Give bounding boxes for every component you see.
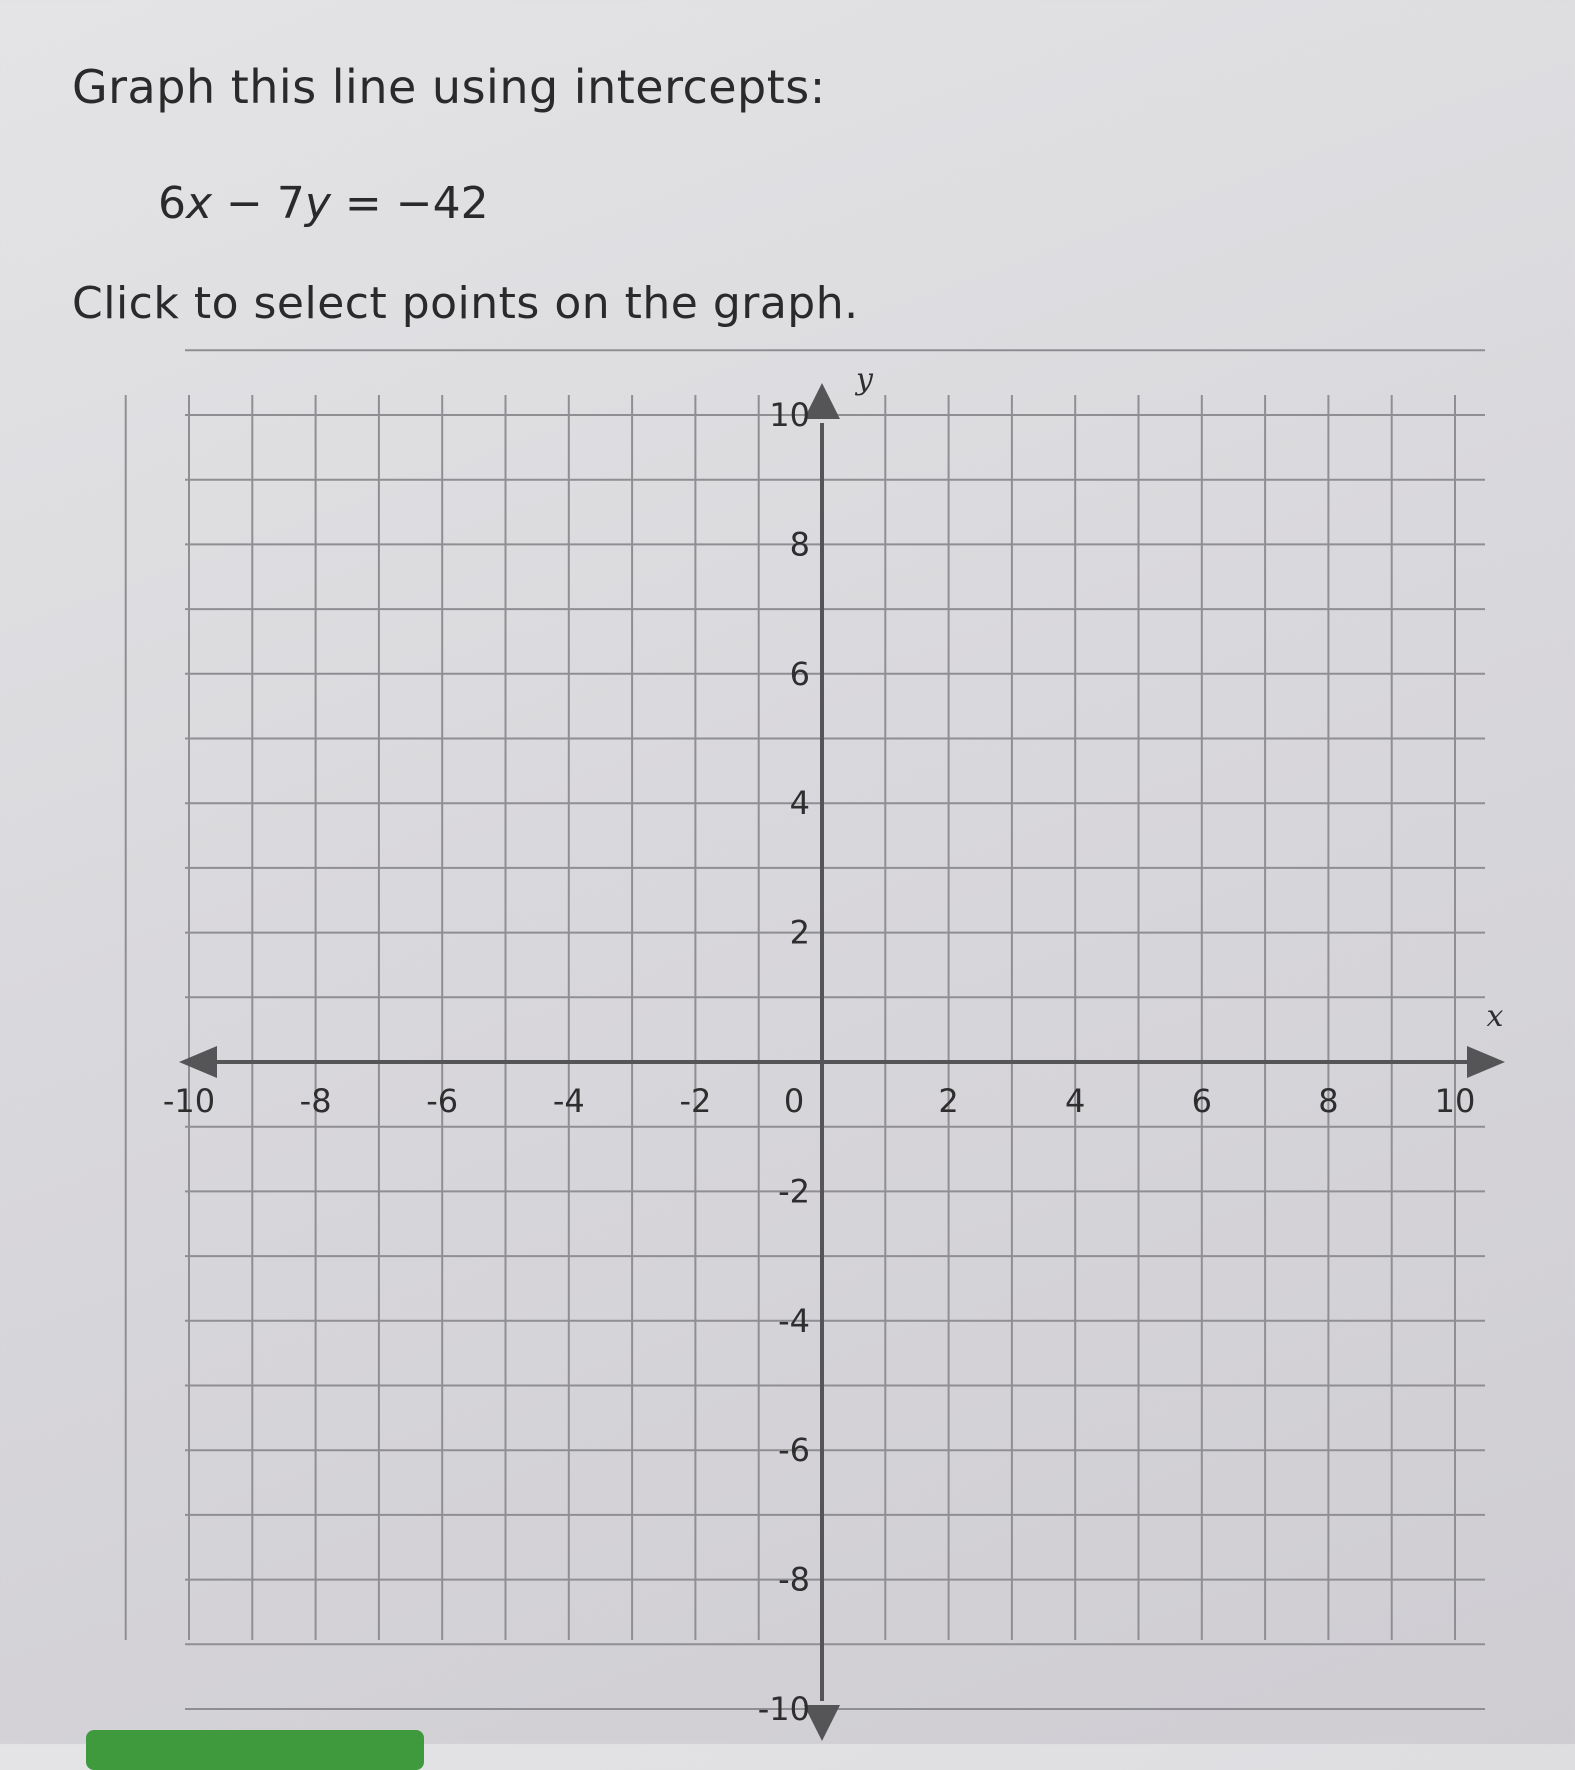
y-tick-label: 2 (789, 913, 810, 952)
y-tick-label: -6 (778, 1431, 810, 1470)
equation-y-coefficient: 7 (276, 178, 305, 229)
y-axis-name: y (856, 362, 873, 397)
equation-rhs: = −42 (330, 178, 489, 229)
instruction-text: Click to select points on the graph. (72, 278, 859, 329)
x-tick-label: -4 (552, 1082, 585, 1120)
equation-x-variable: x (186, 178, 213, 229)
x-tick-label: 2 (938, 1082, 959, 1120)
tick-labels (163, 362, 1504, 1728)
check-button[interactable] (86, 1730, 424, 1770)
equation-y-variable: y (304, 178, 331, 229)
x-tick-label: 0 (783, 1082, 805, 1120)
y-tick-label: -10 (757, 1690, 810, 1728)
equation-x-coefficient: 6 (158, 178, 186, 229)
x-tick-label: 8 (1318, 1082, 1339, 1120)
y-tick-label: -2 (778, 1172, 810, 1211)
y-tick-label: 8 (789, 525, 810, 564)
x-tick-label: 6 (1191, 1082, 1212, 1120)
equation-minus: − (212, 178, 277, 229)
question-prompt: Graph this line using intercepts: (72, 60, 826, 114)
x-axis-left-arrow-icon (179, 1046, 217, 1078)
x-axis-right-arrow-icon (1467, 1046, 1505, 1078)
x-tick-label: -6 (426, 1082, 459, 1120)
y-tick-label: -8 (778, 1560, 810, 1599)
x-tick-label: 10 (1434, 1082, 1476, 1120)
x-axis-name: x (1486, 999, 1504, 1034)
y-tick-label: 10 (769, 396, 810, 434)
y-tick-label: -4 (778, 1301, 810, 1340)
x-tick-label: -10 (162, 1082, 216, 1120)
y-tick-label: 6 (789, 654, 810, 693)
y-tick-label: 4 (789, 784, 810, 823)
x-tick-label: -2 (679, 1082, 712, 1120)
x-tick-label: -8 (299, 1082, 332, 1120)
x-tick-label: 4 (1065, 1082, 1086, 1120)
